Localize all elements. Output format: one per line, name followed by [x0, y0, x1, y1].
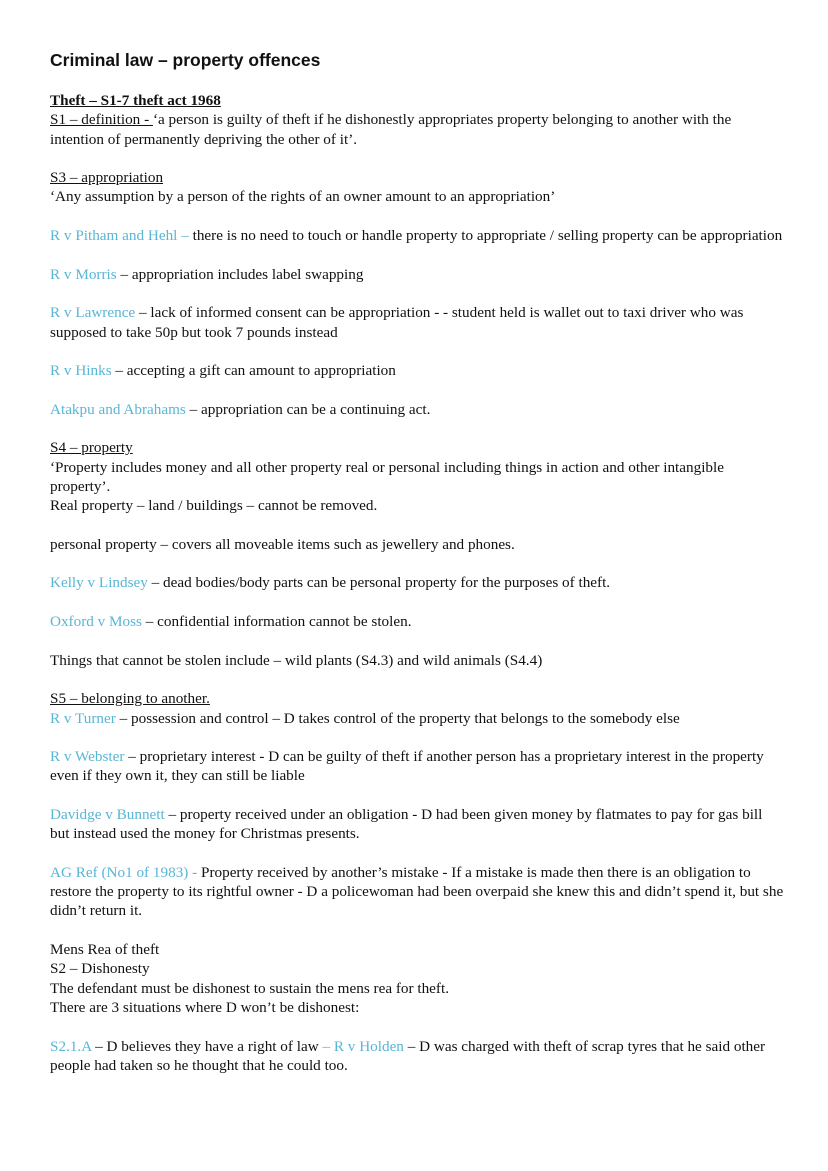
s3-label: S3 – appropriation [50, 169, 164, 187]
case-name: Atakpu and Abrahams [50, 400, 186, 418]
case-text: – appropriation can be a continuing act. [185, 400, 431, 418]
case-name: R v Hinks [50, 362, 112, 380]
case-name: Oxford v Moss [50, 613, 142, 631]
case-paragraph [50, 863, 785, 921]
case-name: R v Holden [333, 1037, 404, 1055]
s21a-dash: – [322, 1037, 334, 1055]
case-paragraph [50, 400, 785, 419]
s1-definition [50, 110, 785, 149]
case-name: R v Turner [50, 709, 116, 727]
case-paragraph [50, 303, 785, 342]
case-text: – lack of informed consent can be appropriation - - student held is wallet out to taxi driver who was supposed to take 50p but took 7 pounds instead [50, 304, 744, 341]
mens-rea-line: There are 3 situations where D won’t be dishonest: [50, 998, 360, 1016]
s4-real-property: Real property – land / buildings – cannot be removed. [50, 497, 378, 515]
mens-rea-line: S2 – Dishonesty [50, 960, 150, 978]
case-text: – dead bodies/body parts can be personal property for the purposes of theft. [147, 574, 611, 592]
mens-rea-line: The defendant must be dishonest to sustain the mens rea for theft. [50, 979, 449, 997]
s4-quote: ‘Property includes money and all other property real or personal including things in action and other intangible property’. [50, 458, 724, 495]
case-paragraph [50, 612, 785, 631]
case-name: R v Lawrence [50, 304, 136, 322]
document-body [50, 91, 785, 1094]
case-paragraph [50, 573, 785, 592]
page-title: Criminal law – property offences [50, 50, 321, 70]
case-text: there is no need to touch or handle property to appropriate / selling property can be appropriation [192, 227, 783, 245]
case-name: Davidge v Bunnett [50, 805, 165, 823]
case-text: – confidential information cannot be stolen. [141, 613, 412, 631]
case-paragraph [50, 805, 785, 844]
case-name: AG Ref (No1 of 1983) - [50, 863, 201, 881]
case-paragraph [50, 265, 785, 284]
theft-heading: Theft – S1-7 theft act 1968 [50, 92, 221, 109]
case-text: – D was charged with theft of scrap tyres that he said other people had taken so he thought that he could too. [50, 1037, 766, 1074]
case-paragraph [50, 747, 785, 786]
case-text: – possession and control – D takes control of the property that belongs to the somebody else [115, 709, 680, 727]
case-name: R v Morris [50, 265, 117, 283]
s21a-text: – D believes they have a right of law [91, 1037, 323, 1055]
s5-label: S5 – belonging to another. [50, 690, 210, 708]
s4-label: S4 – property [50, 439, 133, 457]
case-text: – appropriation includes label swapping [116, 265, 364, 283]
case-paragraph [50, 361, 785, 380]
case-name: Kelly v Lindsey [50, 574, 148, 592]
case-name: R v Webster [50, 748, 125, 766]
case-text: Property received by another’s mistake - If a mistake is made then there is an obligation to restore the property to its rightful owner - D a policewoman had been overpaid she knew this and didn’t spend it, but she didn’t return it. [50, 863, 784, 920]
case-name: R v Pitham and Hehl – [50, 227, 193, 245]
case-paragraph [50, 709, 785, 728]
s1-text: ‘a person is guilty of theft if he dishonestly appropriates property belonging to another with the intention of permanently depriving the other of it’. [50, 111, 732, 148]
s21a-ref: S2.1.A [50, 1037, 92, 1055]
s4-personal-property: personal property – covers all moveable items such as jewellery and phones. [50, 535, 515, 553]
mens-rea-line: Mens Rea of theft [50, 941, 160, 959]
cannot-be-stolen: Things that cannot be stolen include – wild plants (S4.3) and wild animals (S4.4) [50, 651, 543, 669]
s3-text: ‘Any assumption by a person of the rights of an owner amount to an appropriation’ [50, 188, 556, 206]
case-text: – accepting a gift can amount to appropriation [111, 362, 396, 380]
case-text: – property received under an obligation - D had been given money by flatmates to pay for gas bill but instead used the money for Christmas presents. [50, 805, 763, 843]
s21a-paragraph [50, 1037, 785, 1076]
case-text: – proprietary interest - D can be guilty of theft if another person has a proprietary interest in the property even if they own it, they can still be liable [50, 748, 764, 785]
s1-label: S1 – definition - [50, 111, 153, 129]
case-paragraph [50, 226, 785, 245]
